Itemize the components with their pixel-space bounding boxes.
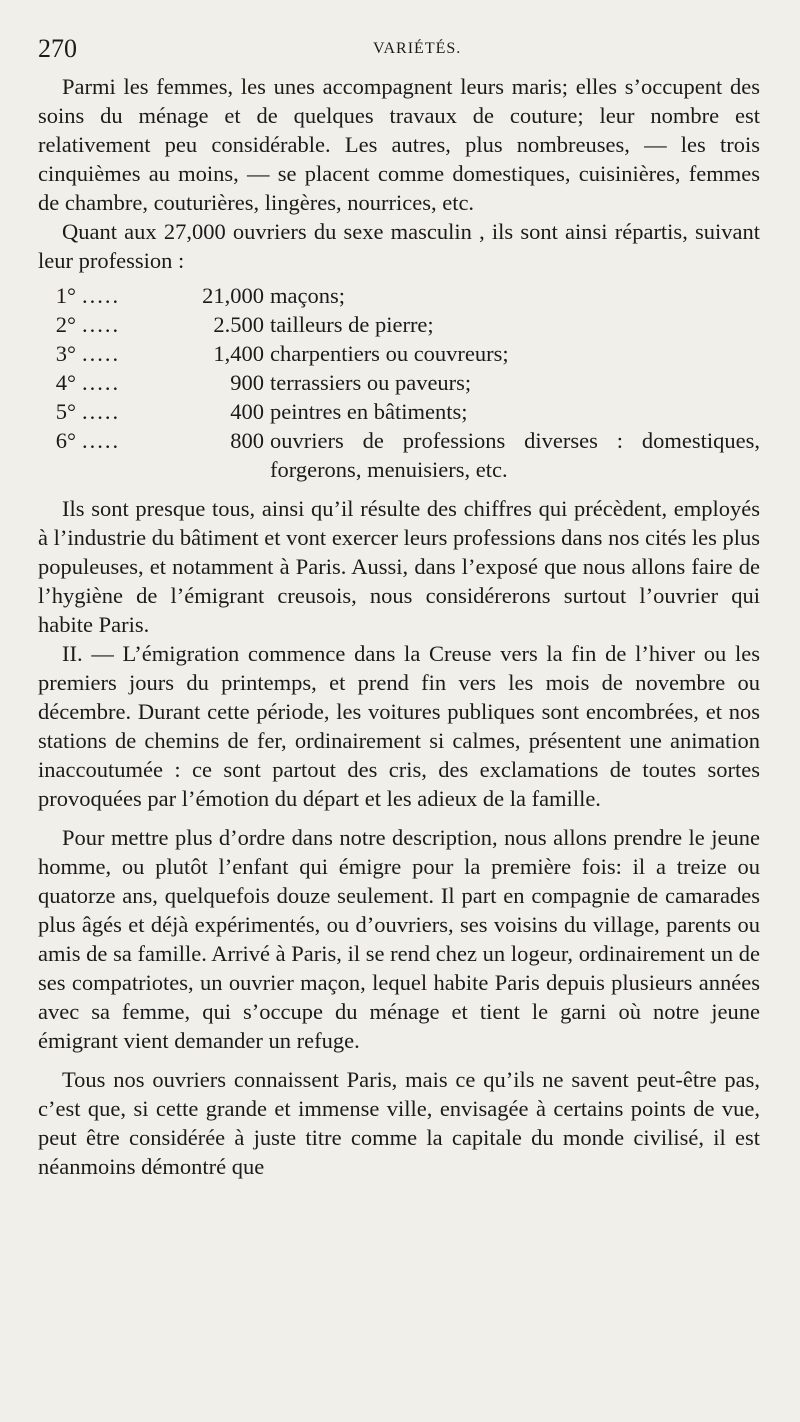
item-number: 1° xyxy=(55,283,76,308)
item-label: tailleurs de pierre; xyxy=(270,312,434,337)
running-head: VARIÉTÉS. xyxy=(373,40,462,57)
item-dots: ..... xyxy=(82,399,121,424)
profession-list xyxy=(38,281,760,484)
list-item xyxy=(38,397,760,426)
item-quantity: 400 xyxy=(230,399,264,424)
item-label: charpentiers ou couvreurs; xyxy=(270,341,509,366)
item-label: ouvriers de professions diverses : domestiques, forgerons, menuisiers, etc. xyxy=(270,428,760,482)
item-quantity: 1,400 xyxy=(213,341,264,366)
item-quantity: 800 xyxy=(230,428,264,453)
item-number: 5° xyxy=(55,399,76,424)
item-label: terrassiers ou paveurs; xyxy=(270,370,472,395)
list-item xyxy=(38,368,760,397)
item-dots: ..... xyxy=(82,428,121,453)
item-dots: ..... xyxy=(82,341,121,366)
item-quantity: 900 xyxy=(230,370,264,395)
paragraph-paris: Tous nos ouvriers connaissent Paris, mais ce qu’ils ne savent peut-être pas, c’est que, si cette grande et immense ville, envisagée à certains points de vue, peut être considérée à juste titre comme la capitale du monde civilisé, il est néanmoins démontré que xyxy=(38,1067,760,1179)
item-quantity: 21,000 xyxy=(202,283,264,308)
item-dots: ..... xyxy=(82,370,121,395)
item-dots: ..... xyxy=(82,312,121,337)
list-item xyxy=(38,339,760,368)
paragraph-men-intro: Quant aux 27,000 ouvriers du sexe masculin , ils sont ainsi répartis, suivant leur profession : xyxy=(38,219,760,273)
paragraph-building-industry: Ils sont presque tous, ainsi qu’il résulte des chiffres qui précèdent, employés à l’industrie du bâtiment et vont exercer leurs professions dans nos cités les plus populeuses, et notamment à Paris. Aussi, dans l’exposé que nous allons faire de l’hygiène de l’émigrant creusois, nous considérerons surtout l’ouvrier qui habite Paris. xyxy=(38,496,760,637)
item-number: 6° xyxy=(55,428,76,453)
item-quantity: 2.500 xyxy=(213,312,264,337)
item-number: 4° xyxy=(55,370,76,395)
paragraph-gap xyxy=(38,1055,760,1065)
page-header xyxy=(38,34,780,74)
item-label: peintres en bâtiments; xyxy=(270,399,468,424)
item-number: 3° xyxy=(55,341,76,366)
body-text xyxy=(38,72,760,1181)
list-item xyxy=(38,281,760,310)
list-item xyxy=(38,310,760,339)
paragraph-young-emigrant: Pour mettre plus d’ordre dans notre description, nous allons prendre le jeune homme, ou plutôt l’enfant qui émigre pour la première fois: il a treize ou quatorze ans, quelquefois douze seulement. Il part en compagnie de camarades plus âgés et déjà expérimentés, ou d’ouvriers, ses voisins du village, parents ou amis de sa famille. Arrivé à Paris, il se rend chez un logeur, ordinairement un de ses compatriotes, un ouvrier maçon, lequel habite Paris depuis plusieurs années avec sa femme, qui s’occupe du ménage et tient le garni où notre jeune émigrant vient demander un refuge. xyxy=(38,825,760,1053)
paragraph-gap xyxy=(38,813,760,823)
page-number: 270 xyxy=(38,34,77,63)
paragraph-women: Parmi les femmes, les unes accompagnent leurs maris; elles s’occupent des soins du ménage et de quelques travaux de couture; leur nombre est relativement peu considérable. Les autres, plus nombreuses, — les trois cinquièmes au moins, — se placent comme domestiques, cuisinières, femmes de chambre, couturières, lingères, nourrices, etc. xyxy=(38,74,760,215)
list-item xyxy=(38,426,760,484)
item-number: 2° xyxy=(55,312,76,337)
paragraph-emigration-season: II. — L’émigration commence dans la Creuse vers la fin de l’hiver ou les premiers jours du printemps, et prend fin vers les mois de novembre ou décembre. Durant cette période, les voitures publiques sont encombrées, et nos stations de chemins de fer, ordinairement si calmes, présentent une animation inaccoutumée : ce sont partout des cris, des exclamations de toutes sortes provoquées par l’émotion du départ et les adieux de la famille. xyxy=(38,641,760,811)
item-label: maçons; xyxy=(270,283,345,308)
item-dots: ..... xyxy=(82,283,121,308)
